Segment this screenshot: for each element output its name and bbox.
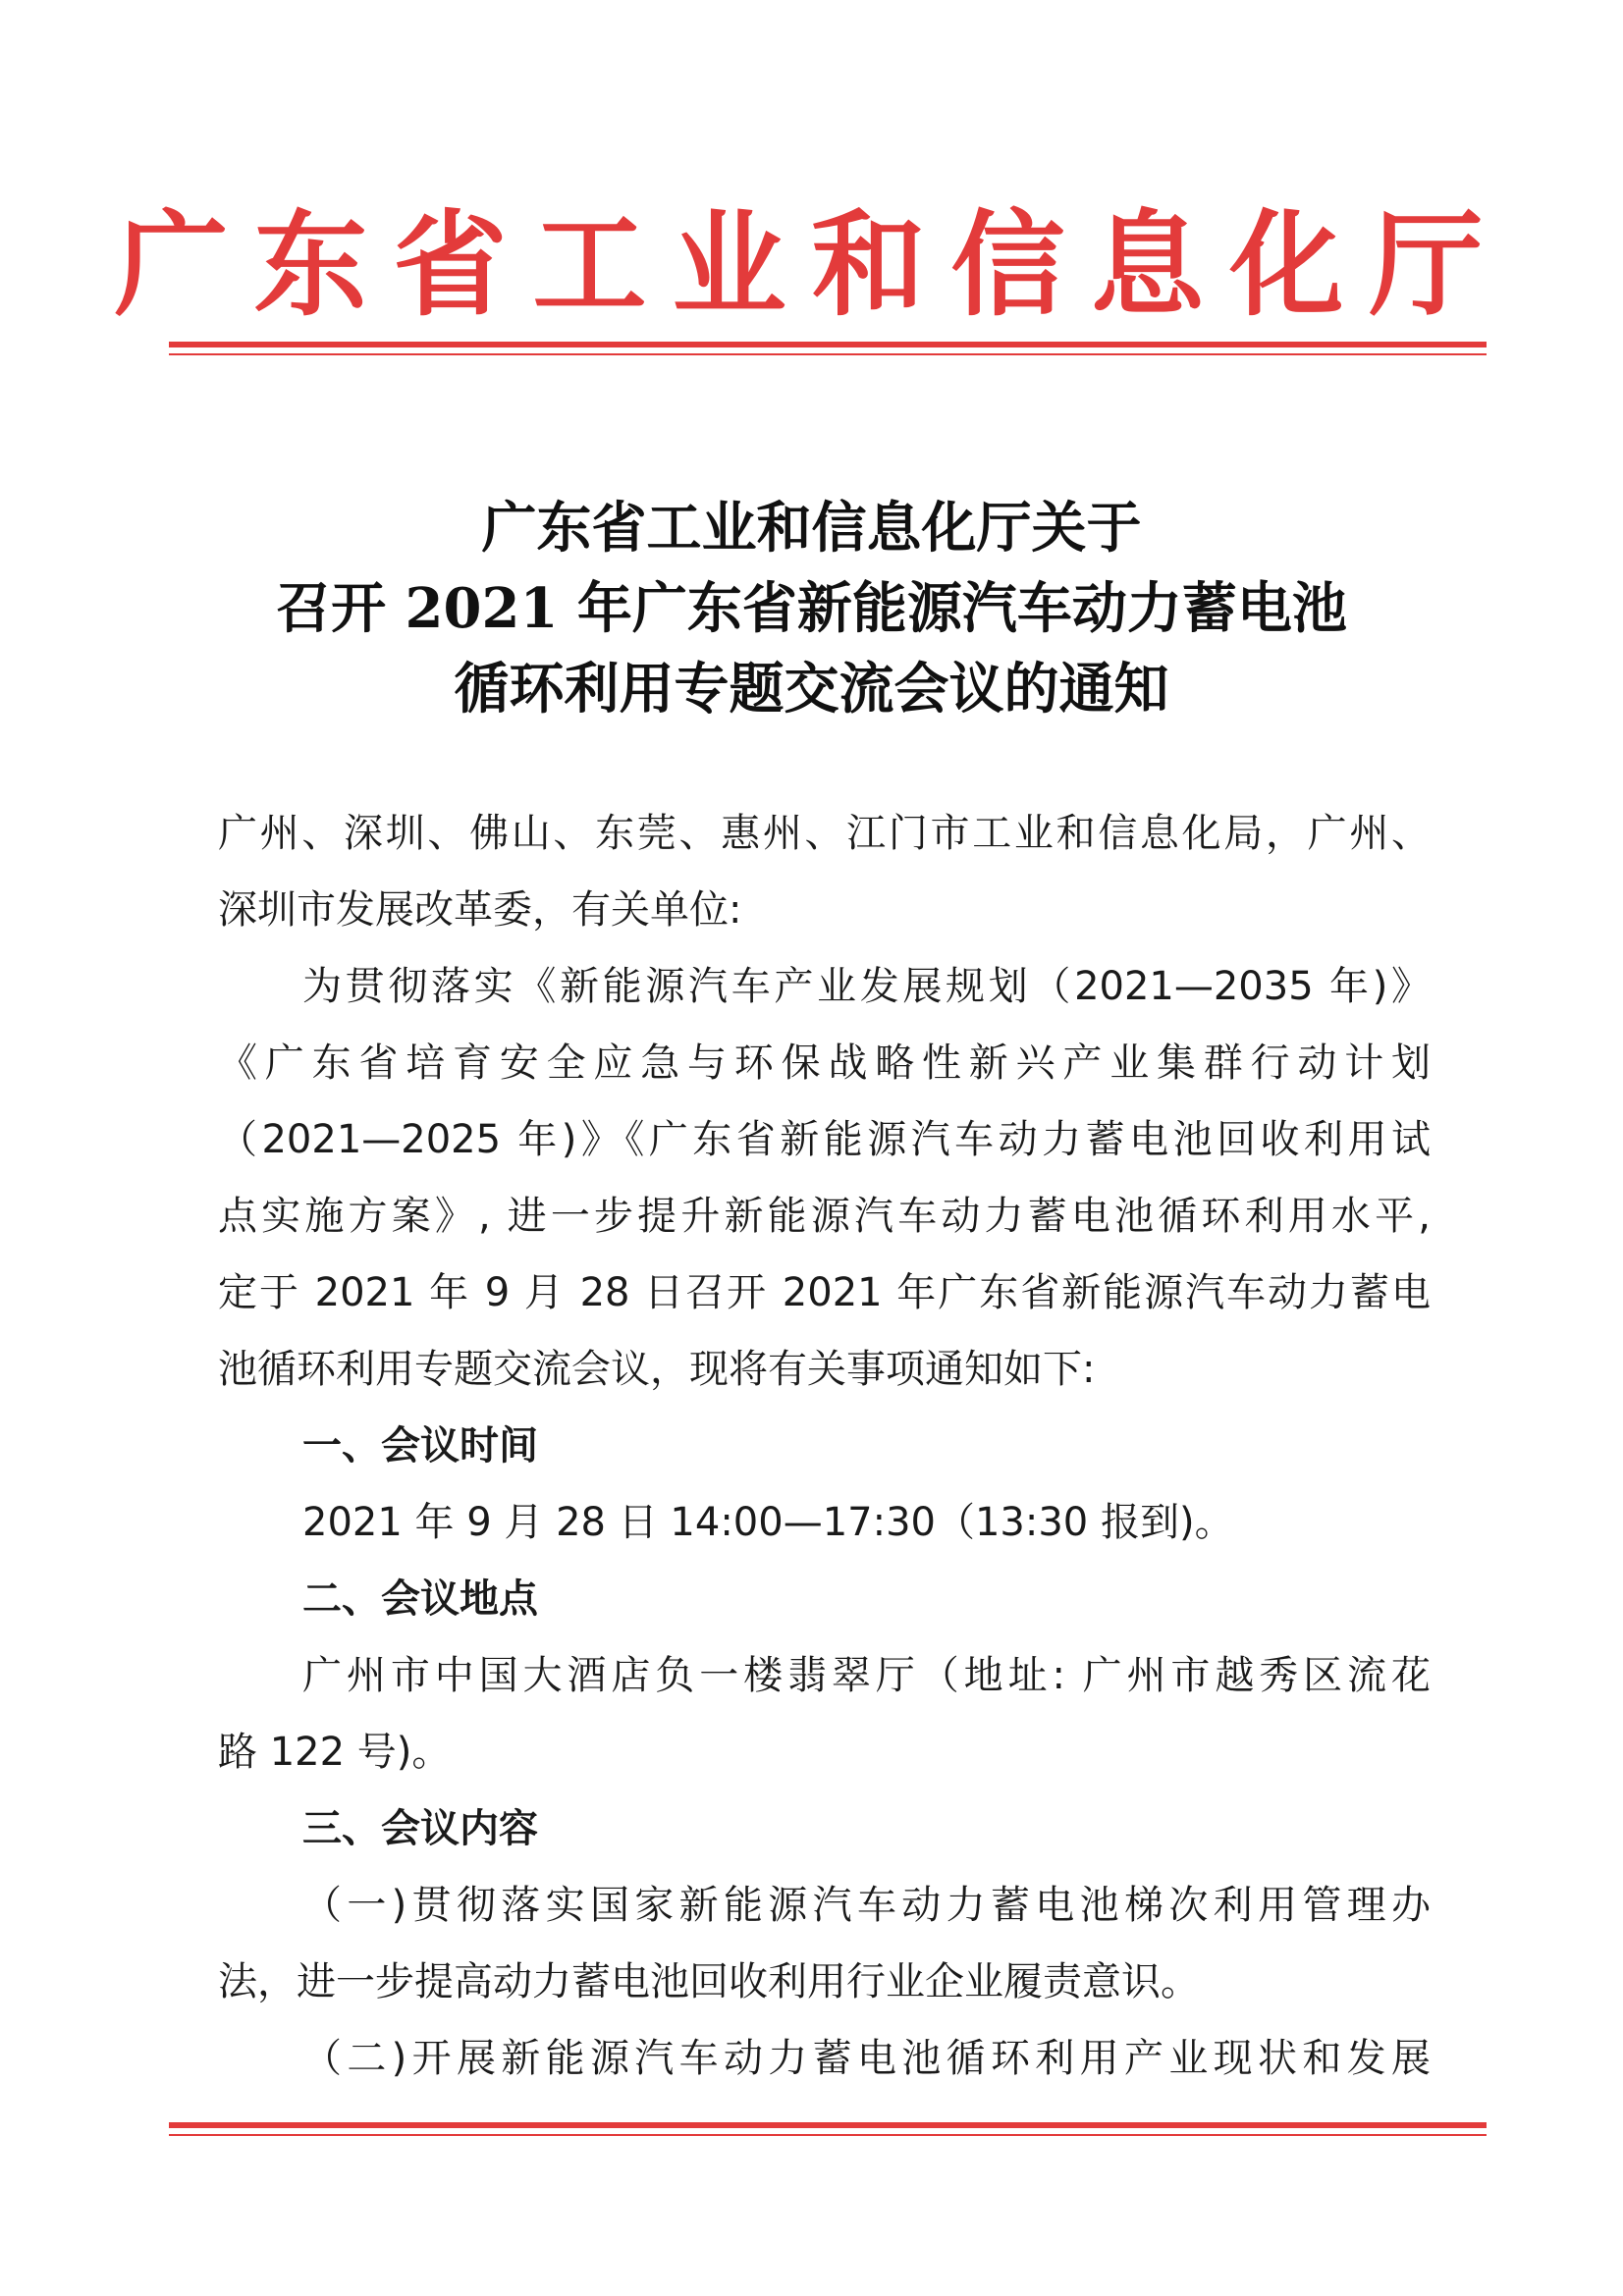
intro-line-2: 《广东省培育安全应急与环保战略性新兴产业集群行动计划 [218, 1041, 1431, 1086]
red-rule-thick [169, 342, 1487, 347]
section-heading-content: 三、会议内容 [302, 1806, 538, 1851]
intro-line-4: 点实施方案》, 进一步提升新能源汽车动力蓄电池循环利用水平, [218, 1194, 1431, 1239]
letterhead: 广东省工业和信息化厅 [114, 198, 1509, 332]
section-heading-venue: 二、会议地点 [302, 1576, 538, 1622]
content-item-1-line-1: （一)贯彻落实国家新能源汽车动力蓄电池梯次利用管理办 [302, 1883, 1431, 1928]
meeting-time-text: 2021 年 9 月 28 日 14:00—17:30（13:30 报到)。 [302, 1500, 1234, 1545]
red-rule-thin [169, 353, 1487, 355]
document-title-line-3: 循环利用专题交流会议的通知 [454, 657, 1169, 721]
intro-line-3: （2021—2025 年)》《广东省新能源汽车动力蓄电池回收利用试 [218, 1117, 1431, 1162]
document-title-line-2: 召开 2021 年广东省新能源汽车动力蓄电池 [276, 576, 1347, 641]
footer-rule-thick [169, 2122, 1487, 2128]
document-body [218, 795, 1431, 2097]
intro-line-5: 定于 2021 年 9 月 28 日召开 2021 年广东省新能源汽车动力蓄电 [218, 1270, 1431, 1315]
addressee-line-2: 深圳市发展改革委，有关单位: [218, 887, 742, 933]
meeting-venue-line-2: 路 122 号)。 [218, 1730, 452, 1775]
letterhead-red-rule [169, 342, 1487, 355]
intro-line-1: 为贯彻落实《新能源汽车产业发展规划（2021—2035 年)》 [302, 964, 1431, 1009]
section-heading-time: 一、会议时间 [302, 1423, 538, 1468]
footer-red-rule [169, 2122, 1487, 2136]
content-item-1-line-2: 法，进一步提高动力蓄电池回收利用行业企业履责意识。 [218, 1959, 1200, 2004]
meeting-venue-line-1: 广州市中国大酒店负一楼翡翠厅（地址: 广州市越秀区流花 [302, 1653, 1431, 1698]
footer-rule-thin [169, 2134, 1487, 2136]
document-title-line-1: 广东省工业和信息化厅关于 [481, 496, 1142, 561]
content-item-2-line-1: （二)开展新能源汽车动力蓄电池循环利用产业现状和发展 [302, 2036, 1431, 2081]
addressee-line-1: 广州、深圳、佛山、东莞、惠州、江门市工业和信息化局，广州、 [218, 811, 1431, 856]
intro-line-6: 池循环利用专题交流会议，现将有关事项通知如下: [218, 1347, 1096, 1392]
